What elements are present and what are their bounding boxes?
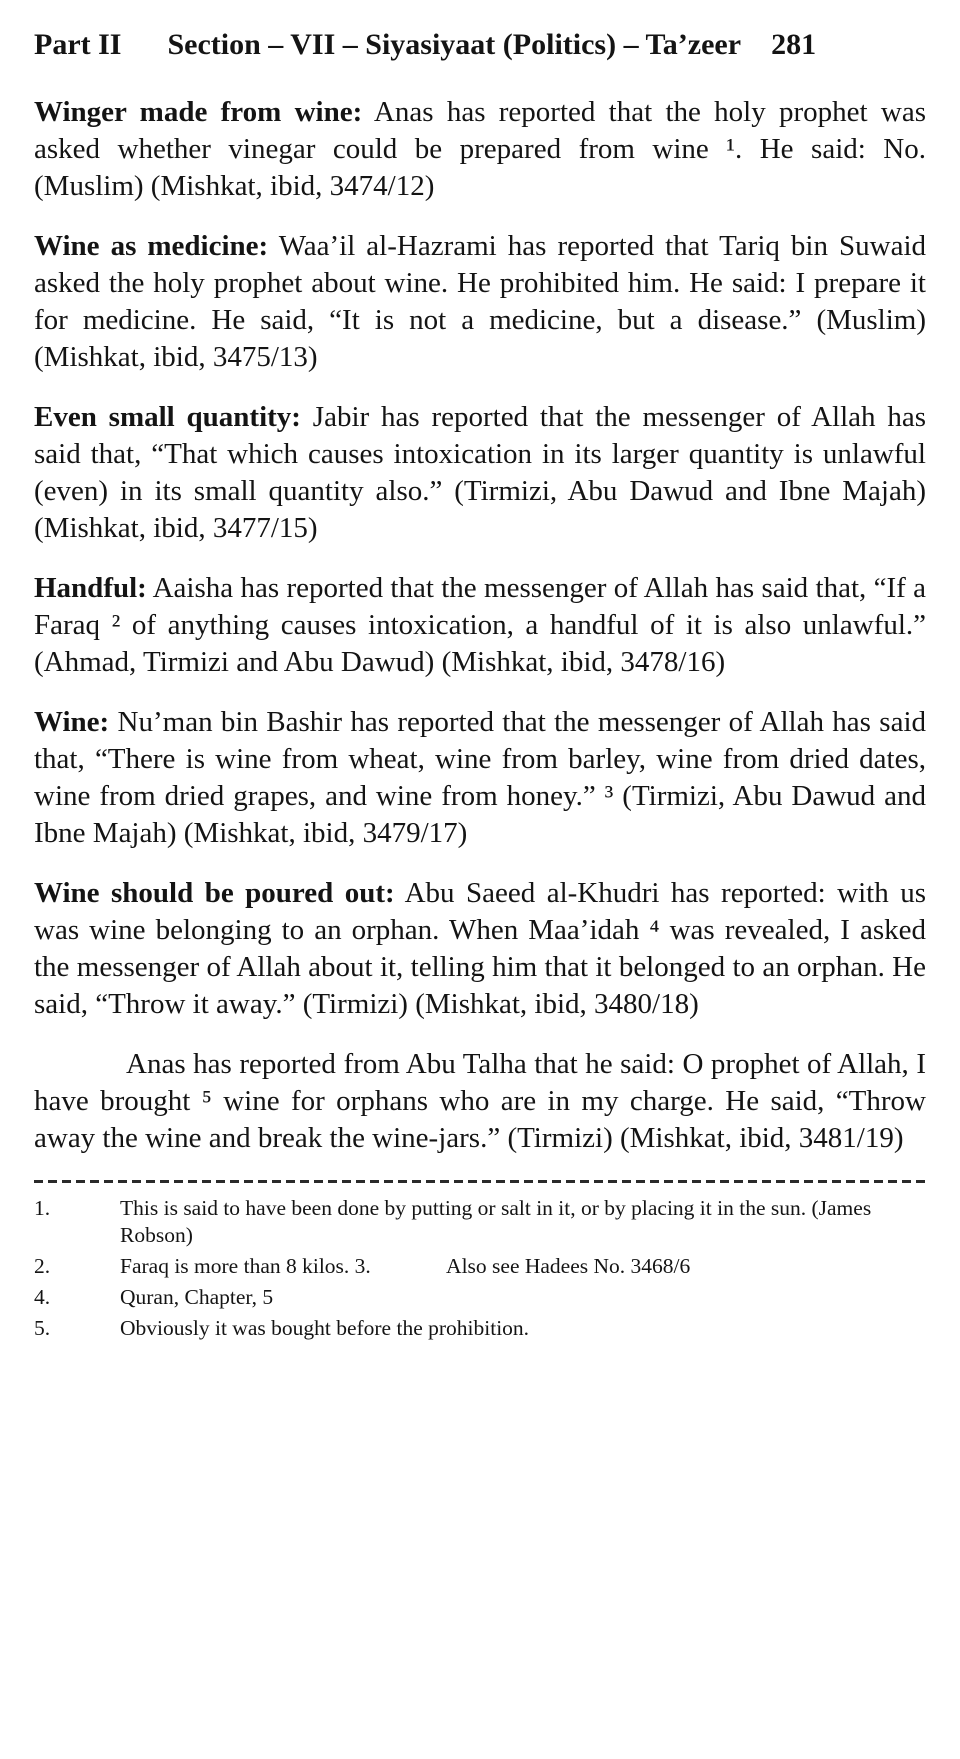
footnote-number: 4. (34, 1285, 51, 1309)
paragraph-lead: Wine as medicine: (34, 230, 269, 262)
footnote (34, 1284, 926, 1311)
section-title: Section – VII – Siyasiyaat (Politics) – Ta’zeer (167, 28, 742, 61)
footnote-number: 2. (34, 1254, 51, 1278)
paragraph-text: Anas has reported that the holy prophet was asked whether vinegar could be prepared from wine ¹. He said: No. (Muslim) (Mishkat, ibid, 3474/12) (34, 96, 926, 202)
paragraph-text: Aaisha has reported that the messenger of Allah has said that, “If a Faraq ² of anything causes intoxication, a handful of it is also unlawful.” (Ahmad, Tirmizi and Abu Dawud) (Mishkat, ibid, 3478/16) (34, 572, 926, 678)
paragraph-lead: Winger made from wine: (34, 96, 363, 128)
footnote (34, 1195, 926, 1249)
paragraph-vinegar-from-wine (34, 94, 926, 205)
footnote-number: 5. (34, 1316, 51, 1340)
footnote (34, 1315, 926, 1342)
page-number: 281 (771, 28, 817, 61)
paragraph-lead: Handful: (34, 572, 147, 604)
paragraph-lead: Wine: (34, 706, 110, 738)
paragraph-wine-sources (34, 704, 926, 852)
paragraph-wine-as-medicine (34, 228, 926, 376)
footnote-text: Faraq is more than 8 kilos. 3. Also see Hadees No. 3468/6 (120, 1254, 691, 1278)
page-header (34, 26, 926, 63)
paragraph-wine-poured-out (34, 875, 926, 1023)
footnote-text: Quran, Chapter, 5 (120, 1285, 274, 1309)
paragraph-text: Anas has reported from Abu Talha that he said: O prophet of Allah, I have brought ⁵ wine for orphans who are in my charge. He said, “Throw away the wine and break the wine-jars.” (Tirmizi) (Mishkat, ibid, 3481/19) (34, 1048, 926, 1154)
paragraph-abu-talha (34, 1046, 926, 1157)
footnote (34, 1253, 926, 1280)
footnote-number: 1. (34, 1196, 51, 1220)
footnote-text: Obviously it was bought before the prohibition. (120, 1316, 530, 1340)
paragraph-text: Waa’il al-Hazrami has reported that Tariq bin Suwaid asked the holy prophet about wine. He prohibited him. He said: I prepare it for medicine. He said, “It is not a medicine, but a disease.” (Muslim) (Mishkat, ibid, 3475/13) (34, 230, 926, 373)
page-content (34, 94, 926, 1157)
paragraph-lead: Wine should be poured out: (34, 877, 395, 909)
footnote-separator (34, 1180, 926, 1183)
footnotes (34, 1195, 926, 1342)
footnote-text: This is said to have been done by putting or salt in it, or by placing it in the sun. (James Robson) (120, 1196, 872, 1247)
paragraph-text: Abu Saeed al-Khudri has reported: with us was wine belonging to an orphan. When Maa’idah ⁴ was revealed, I asked the messenger of Allah about it, telling him that it belonged to an orphan. He said, “Throw it away.” (Tirmizi) (Mishkat, ibid, 3480/18) (34, 877, 926, 1020)
part-label: Part II (34, 28, 122, 61)
paragraph-even-small-quantity (34, 399, 926, 547)
paragraph-text: Nu’man bin Bashir has reported that the messenger of Allah has said that, “There is wine from wheat, wine from barley, wine from dried dates, wine from dried grapes, and wine from honey.” ³ (Tirmizi, Abu Dawud and Ibne Majah) (Mishkat, ibid, 3479/17) (34, 706, 926, 849)
paragraph-lead: Even small quantity: (34, 401, 301, 433)
paragraph-handful (34, 570, 926, 681)
paragraph-text: Jabir has reported that the messenger of Allah has said that, “That which causes intoxication in its larger quantity is unlawful (even) in its small quantity also.” (Tirmizi, Abu Dawud and Ibne Majah) (Mishkat, ibid, 3477/15) (34, 401, 926, 544)
